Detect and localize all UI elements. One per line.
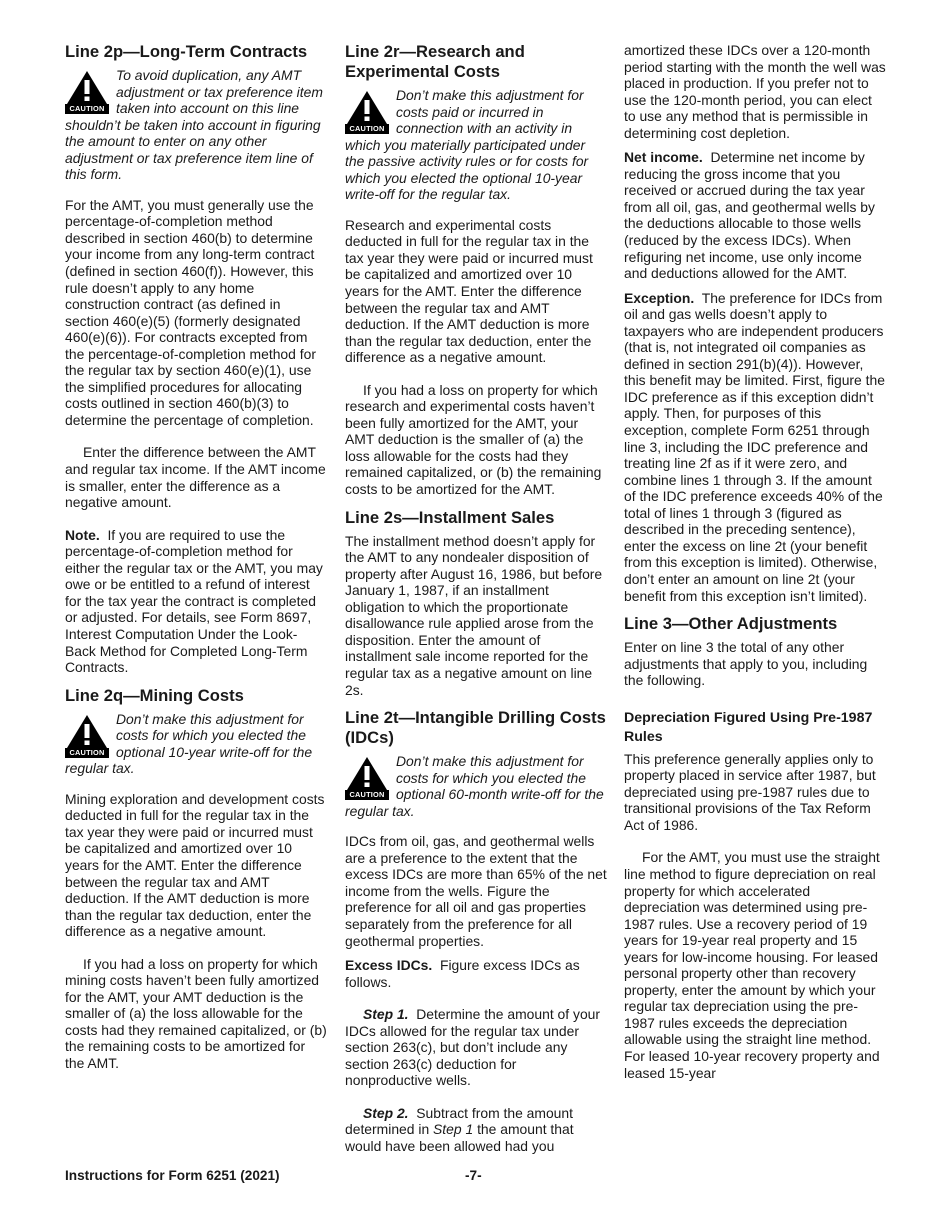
column-3 <box>624 42 886 1081</box>
step-2-paragraph: Step 2. Subtract from the amount determined in Step 1 the amount that would have been allowed had you <box>345 1104 574 1154</box>
paragraph: This preference generally applies only to property placed in service after 1987, but depreciated using pre-1987 rules due to transitional provisions of the Tax Reform Act of 1986. <box>624 750 876 833</box>
step-1-paragraph: Step 1. Determine the amount of your IDCs allowed for the regular tax under section 263(c), but don’t include any section 263(c) deduction for nonproductive wells. <box>345 1006 601 1089</box>
heading-line-2q: Line 2q—Mining Costs <box>65 685 244 705</box>
caution-block-2r <box>345 87 607 203</box>
paragraph-continued: amortized these IDCs over a 120-month period starting with the month the well was placed in production. If you prefer not to use the 120-month period, you can elect to use any method that is permissible in determining cost depletion. <box>624 42 886 141</box>
paragraph: Mining exploration and development costs deducted in full for the regular tax in the tax year they were paid or incurred must be capitalized and amortized over 10 years for the AMT. Enter the difference between the regular tax and AMT deduction. If the AMT deduction is more than the regular tax deduction, enter the difference as a negative amount. <box>65 790 325 940</box>
caution-text: Don’t make this adjustment for costs for which you elected the optional 60-month write-off for the regular tax. <box>345 753 604 819</box>
paragraph: Research and experimental costs deducted in full for the regular tax in the tax year they were paid or incurred must be capitalized and amortized over 10 years for the AMT. Enter the difference between the regular tax and AMT deduction. If the AMT deduction is more than the regular tax deduction, enter the difference as a negative amount. <box>345 216 593 366</box>
heading-line-2t: Line 2t—Intangible Drilling Costs (IDCs) <box>345 708 606 748</box>
net-income-label: Net income. <box>624 149 703 166</box>
step-1-label: Step 1. <box>363 1006 409 1023</box>
column-1 <box>65 42 327 1072</box>
excess-idcs-label: Excess IDCs. <box>345 957 433 974</box>
caution-block-2t <box>345 753 607 819</box>
paragraph: If you had a loss on property for which research and experimental costs haven’t been fully amortized for the AMT, your AMT deduction is the smaller of (a) the loss allowable for the costs had they remained capitalized, or (b) the remaining costs to be amortized for the AMT. <box>345 381 602 498</box>
heading-depreciation-pre-1987: Depreciation Figured Using Pre-1987 Rules <box>624 709 873 745</box>
caution-icon: CAUTION <box>345 756 389 800</box>
exception-label: Exception. <box>624 289 695 306</box>
paragraph: For the AMT, you must generally use the percentage-of-completion method described in section 460(b) to determine your income from any long-term contract (defined in section 460(f)). However, this rule doesn’t apply to any home construction contract (as defined in section 460(e)(5) (formerly designated 460(e)(6)). For contracts excepted from the percentage-of-completion method for the regular tax by section 460(e)(1), use the simplified procedures for allocating costs outlined in section 460(b)(3) to determine the percentage of completion. <box>65 196 316 428</box>
caution-text: Don’t make this adjustment for costs paid or incurred in connection with an activity in which you materially participated under the passive activity rules or for costs for which you elected the optional 10-year write-off for the regular tax. <box>345 87 589 203</box>
heading-line-2s: Line 2s—Installment Sales <box>345 507 555 527</box>
caution-block-2p <box>65 67 327 183</box>
exception-paragraph: Exception. The preference for IDCs from oil and gas wells doesn’t apply to taxpayers who are independent producers (that is, not integrated oil companies as defined in section 291(b)(4)). However, this benefit may be limited. First, figure the IDC preference as if this exception didn’t apply. Then, for purposes of this exception, complete Form 6251 through line 3, including the IDC preference and treating line 2f as if it were zero, and combine lines 1 through 3. If the amount of the IDC preference exceeds 40% of the total of lines 1 through 3 (figured as described in the preceding sentence), enter the excess on line 2t (your benefit from this exception is limited). Otherwise, don’t enter an amount on line 2t (your benefit from this exception isn’t limited). <box>624 289 885 604</box>
note-paragraph <box>65 527 327 676</box>
paragraph: For the AMT, you must use the straight line method to figure depreciation on real property for which accelerated depreciation was determined using pre-1987 rules. Use a recovery period of 19 years for 19-year real property and 15 years for low-income housing. For leased personal property other than recovery property, enter the amount by which your regular tax depreciation using the pre-1987 rules exceeds the depreciation allowable using the straight line method. For leased 10-year recovery property and leased 15-year <box>624 849 880 1081</box>
excess-idcs-paragraph: Excess IDCs. Figure excess IDCs as follows. <box>345 957 580 990</box>
step-1-reference: Step 1 <box>433 1121 474 1138</box>
paragraph: IDCs from oil, gas, and geothermal wells are a preference to the extent that the excess IDCs are more than 65% of the net income from the wells. Figure the preference for all oil and gas properties separately from the preference for all geothermal properties. <box>345 833 607 949</box>
heading-line-3: Line 3—Other Adjustments <box>624 614 838 634</box>
footer-form-title: Instructions for Form 6251 (2021) <box>65 1168 280 1183</box>
paragraph: Enter on line 3 the total of any other adjustments that apply to you, including the following. <box>624 639 868 689</box>
caution-text: Don’t make this adjustment for costs for which you elected the optional 10-year write-off for the regular tax. <box>65 710 313 777</box>
caution-icon: CAUTION <box>345 90 389 134</box>
net-income-paragraph: Net income. Determine net income by reducing the gross income that you received or accrued during the tax year from all oil, gas, and geothermal wells by the deductions allocable to those wells (reduced by the excess IDCs). When refiguring net income, use only income and deductions allowed for the AMT. <box>624 149 875 282</box>
heading-line-2p: Line 2p—Long-Term Contracts <box>65 42 308 61</box>
note-text: If you are required to use the percentage-of-completion method for either the regular tax or the AMT, you may owe or be entitled to a refund of interest for the tax year the contract is completed or adjusted. For details, see Form 8697, Interest Computation Under the Look-Back Method for Completed Long-Term Contracts. <box>65 526 323 676</box>
column-2 <box>345 42 607 1155</box>
note-label: Note. <box>65 526 100 543</box>
paragraph: If you had a loss on property for which mining costs haven’t been fully amortized for the AMT, your AMT deduction is the smaller of (a) the loss allowable for the costs had they remained capitalized, or (b) the remaining costs to be amortized for the AMT. <box>65 955 327 1071</box>
caution-icon: CAUTION <box>65 714 109 758</box>
paragraph: Enter the difference between the AMT and regular tax income. If the AMT income is smaller, enter the difference as a negative amount. <box>65 444 326 511</box>
step-2-label: Step 2. <box>363 1104 409 1121</box>
page-number: -7- <box>465 1168 482 1183</box>
caution-text: To avoid duplication, any AMT adjustment or tax preference item taken into account on this line shouldn’t be taken into account in figuring the amount to enter on any other adjustment or tax preference item line of this form. <box>65 67 323 183</box>
caution-block-2q <box>65 711 327 777</box>
heading-line-2r: Line 2r—Research and Experimental Costs <box>345 42 525 81</box>
caution-icon: CAUTION <box>65 70 109 114</box>
paragraph: The installment method doesn’t apply for the AMT to any nondealer disposition of property after August 16, 1986, but before January 1, 1987, if an installment obligation to which the proportionate disallowance rule applied arose from the disposition. Enter the amount of installment sale income reported for the regular tax as a negative amount on line 2s. <box>345 532 603 698</box>
